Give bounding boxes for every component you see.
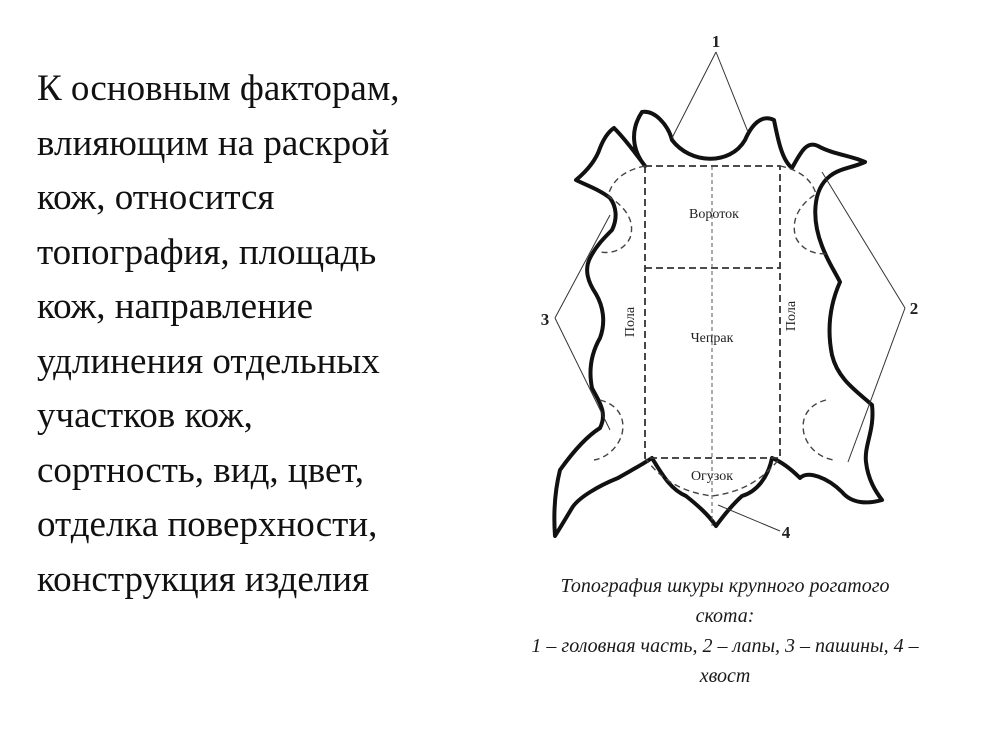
callout-4: 4 [781, 523, 791, 542]
main-text-line: удлинения отдельных [37, 340, 380, 382]
caption-line: Топография шкуры крупного рогатого [560, 575, 890, 597]
main-text-line: участков кож, [37, 395, 253, 436]
main-text-line: кож, относится [37, 177, 275, 218]
label-oguzok: Огузок [690, 469, 734, 484]
main-text-line: К основным факторам, [37, 68, 400, 109]
main-text-line: конструкция изделия [37, 558, 370, 600]
main-text-line: отделка поверхности, [37, 504, 378, 545]
leg-contour-bottom-right [803, 400, 834, 460]
callout-2: 2 [909, 299, 919, 318]
main-text [37, 62, 507, 607]
leg-contour-top-left [600, 166, 645, 252]
leader-1-left [672, 52, 716, 138]
leader-2-top [822, 172, 905, 308]
main-text-line: влияющим на раскрой [37, 122, 390, 164]
leader-2-bottom [848, 308, 905, 462]
label-cheprak: Чепрак [690, 331, 734, 346]
main-text-line: сортность, вид, цвет, [37, 449, 365, 491]
leader-4 [718, 505, 780, 531]
main-text-line: кож, направление [37, 286, 314, 327]
label-vorotok: Вороток [689, 207, 739, 222]
hide-topography-diagram [520, 20, 940, 550]
caption-line: скота: [695, 605, 755, 627]
caption-line: 1 – головная часть, 2 – лапы, 3 – пашины, 4 – [531, 635, 919, 657]
callout-3: 3 [540, 310, 550, 329]
main-text-line: топография, площадь [37, 231, 377, 273]
callout-1: 1 [711, 32, 721, 51]
label-pola-right: Пола [784, 300, 799, 332]
leader-1-right [716, 52, 748, 132]
label-pola-left: Пола [623, 306, 638, 338]
caption-line: хвост [699, 665, 751, 687]
diagram-caption [470, 571, 980, 691]
